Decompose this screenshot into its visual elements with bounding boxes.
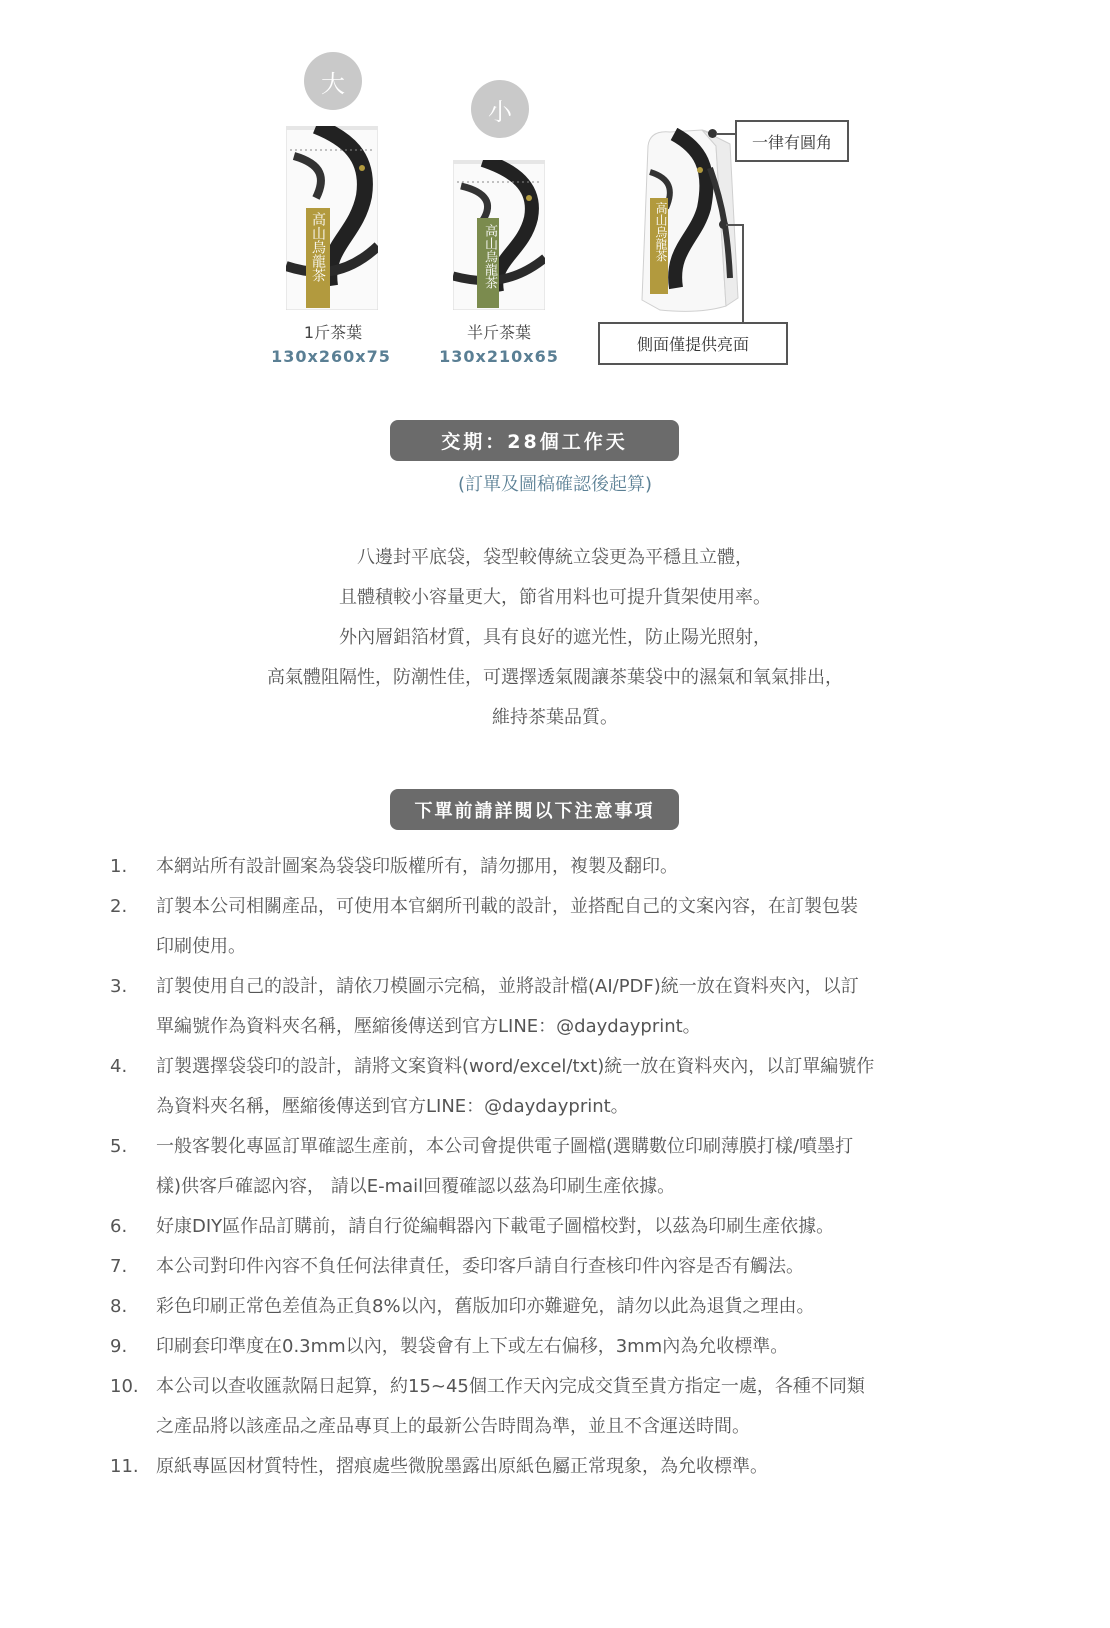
- callout-line-top: [716, 133, 736, 135]
- description-line: 高氣體阻隔性，防潮性佳，可選擇透氣閥讓茶葉袋中的濕氣和氧氣排出，: [267, 667, 843, 688]
- notice-title: 下單前請詳閱以下注意事項: [390, 789, 679, 830]
- description-line: 外內層鋁箔材質，具有良好的遮光性，防止陽光照射，: [339, 627, 771, 648]
- product-name-large: 1斤茶葉: [303, 323, 363, 342]
- large-bag-image: [286, 126, 378, 310]
- notice-item: 7. 本公司對印件內容不負任何法律責任，委印客戶請自行查核印件內容是否有觸法。: [110, 1256, 804, 1277]
- delivery-pill: 交期：28個工作天: [390, 420, 679, 461]
- rounded-corner-callout: 一律有圓角: [735, 120, 849, 162]
- small-bag-label: 高山烏龍茶: [482, 224, 497, 289]
- description-line: 且體積較小容量更大，節省用料也可提升貨架使用率。: [339, 587, 771, 608]
- product-description: [0, 538, 1110, 738]
- notice-item: 2. 訂製本公司相關產品，可使用本官網所刊載的設計，並搭配自己的文案內容，在訂製包裝 印刷使用。: [110, 896, 858, 957]
- notice-item: 4. 訂製選擇袋袋印的設計，請將文案資料(word/excel/txt)統一放在資料夾內，以訂單編號作 為資料夾名稱，壓縮後傳送到官方LINE：@daydayprint。: [110, 1056, 875, 1117]
- notice-list: [110, 847, 980, 1487]
- notice-item: 1. 本網站所有設計圖案為袋袋印版權所有，請勿挪用，複製及翻印。: [110, 856, 678, 877]
- side-bag-label: 高山烏龍茶: [654, 202, 668, 262]
- notice-item: 6. 好康DIY區作品訂購前，請自行從編輯器內下載電子圖檔校對，以茲為印刷生產依據。: [110, 1216, 835, 1237]
- product-name-small: 半斤茶葉: [466, 323, 531, 342]
- notice-item: 11. 原紙專區因材質特性，摺痕處些微脫墨露出原紙色屬正常現象，為允收標準。: [110, 1456, 768, 1477]
- large-bag-label: 高山烏龍茶: [310, 212, 326, 282]
- size-badge-large: 大: [304, 52, 362, 110]
- description-line: 八邊封平底袋，袋型較傳統立袋更為平穩且立體，: [357, 547, 753, 568]
- notice-item: 3. 訂製使用自己的設計，請依刀模圖示完稿，並將設計檔(AI/PDF)統一放在資料夾內，以訂 單編號作為資料夾名稱，壓縮後傳送到官方LINE：@daydayprint。: [110, 976, 859, 1037]
- notice-item: 5. 一般客製化專區訂單確認生產前，本公司會提供電子圖檔(選購數位印刷薄膜打樣/噴墨打 樣)供客戶確認內容， 請以E-mail回覆確認以茲為印刷生產依據。: [110, 1136, 854, 1197]
- notice-item: 10. 本公司以查收匯款隔日起算，約15~45個工作天內完成交貨至貴方指定一處，各種不同類 之產品將以該產品之產品專頁上的最新公告時間為準，並且不含運送時間。: [110, 1376, 865, 1437]
- notice-item: 9. 印刷套印準度在0.3mm以內，製袋會有上下或左右偏移，3mm內為允收標準。: [110, 1336, 789, 1357]
- description-line: 維持茶葉品質。: [492, 707, 618, 728]
- notice-item: 8. 彩色印刷正常色差值為正負8%以內，舊版加印亦難避免，請勿以此為退貨之理由。: [110, 1296, 815, 1317]
- delivery-note: (訂單及圖稿確認後起算): [457, 474, 653, 495]
- product-dimensions-large: 130x260x75: [271, 347, 391, 366]
- size-badge-small: 小: [471, 80, 529, 138]
- callout-line-side-v: [742, 224, 744, 324]
- product-dimensions-small: 130x210x65: [439, 347, 559, 366]
- side-gloss-callout: 側面僅提供亮面: [598, 322, 788, 365]
